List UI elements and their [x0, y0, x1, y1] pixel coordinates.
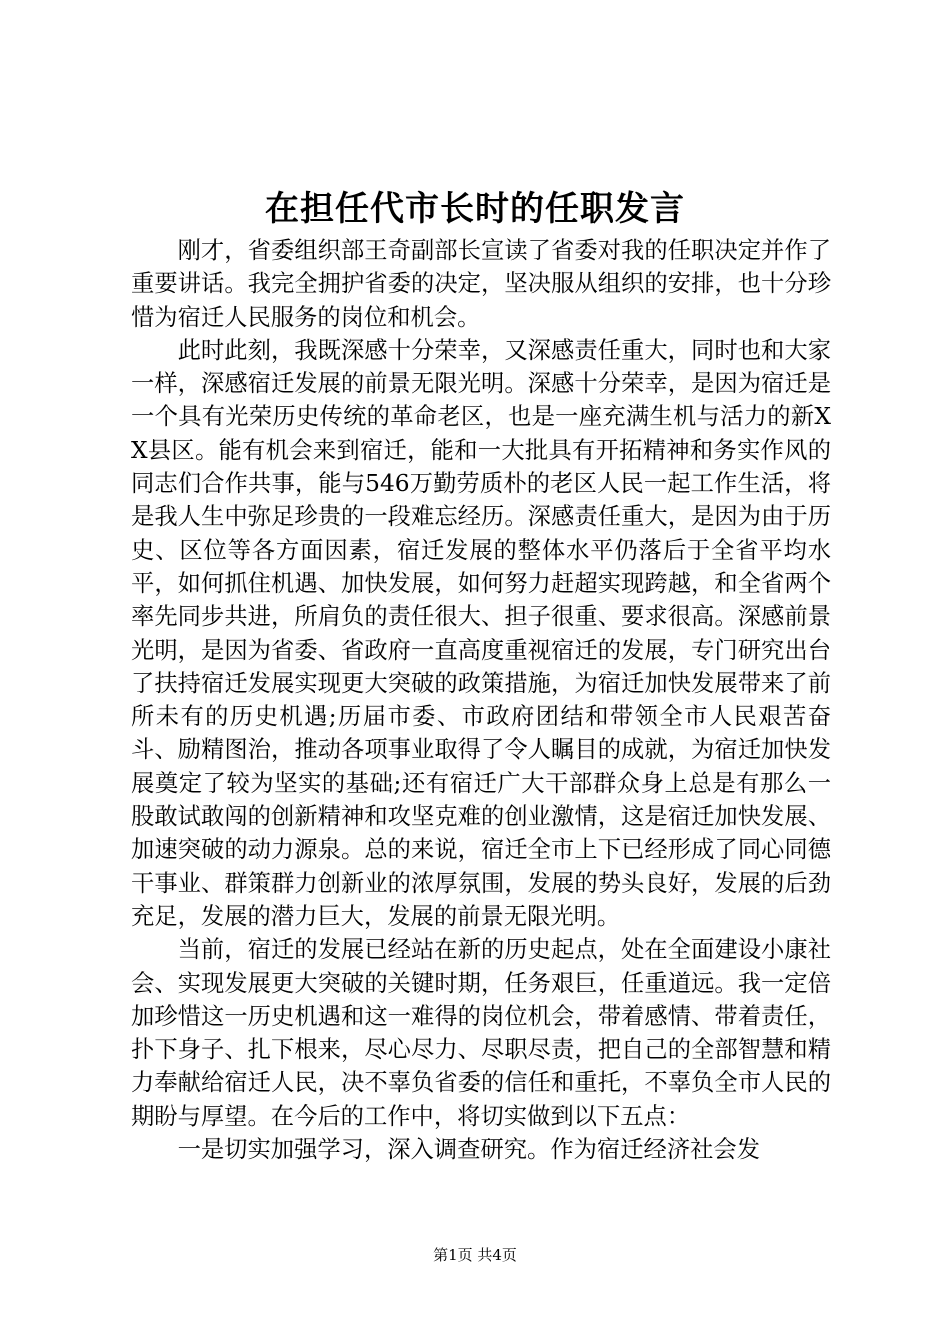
paragraph-2: 此时此刻，我既深感十分荣幸，又深感责任重大，同时也和大家一样，深感宿迁发展的前景无限光明。深感十分荣幸，是因为宿迁是一个具有光荣历史传统的革命老区，也是一座充满生机与活力的新XX县区。能有机会来到宿迁，能和一大批具有开拓精神和务实作风的同志们合作共事，能与546万勤劳质朴的老区人民一起工作生活，将是我人生中弥足珍贵的一段难忘经历。深感责任重大，是因为由于历史、区位等各方面因素，宿迁发展的整体水平仍落后于全省平均水平，如何抓住机遇、加快发展，如何努力赶超实现跨越，和全省两个率先同步共进，所肩负的责任很大、担子很重、要求很高。深感前景光明，是因为省委、省政府一直高度重视宿迁的发展，专门研究出台了扶持宿迁发展实现更大突破的政策措施，为宿迁加快发展带来了前所未有的历史机遇;历届市委、市政府团结和带领全市人民艰苦奋斗、励精图治，推动各项事业取得了令人瞩目的成就，为宿迁加快发展奠定了较为坚实的基础;还有宿迁广大干部群众身上总是有那么一股敢试敢闯的创新精神和攻坚克难的创业激情，这是宿迁加快发展、加速突破的动力源泉。总的来说，宿迁全市上下已经形成了同心同德干事业、群策群力创新业的浓厚氛围，发展的势头良好，发展的后劲充足，发展的潜力巨大，发展的前景无限光明。 — [131, 336, 831, 930]
paragraph-1: 刚才，省委组织部王奇副部长宣读了省委对我的任职决定并作了重要讲话。我完全拥护省委的决定，坚决服从组织的安排，也十分珍惜为宿迁人民服务的岗位和机会。 — [131, 237, 831, 331]
page-footer: 第1页 共4页 — [433, 1246, 517, 1264]
paragraph-4: 一是切实加强学习，深入调查研究。作为宿迁经济社会发 — [177, 1136, 761, 1164]
document-title: 在担任代市长时的任职发言 — [265, 189, 685, 229]
paragraph-3: 当前，宿迁的发展已经站在新的历史起点，处在全面建设小康社会、实现发展更大突破的关键时期，任务艰巨，任重道远。我一定倍加珍惜这一历史机遇和这一难得的岗位机会，带着感情、带着责任，扑下身子、扎下根来，尽心尽力、尽职尽责，把自己的全部智慧和精力奉献给宿迁人民，决不辜负省委的信任和重托，不辜负全市人民的期盼与厚望。在今后的工作中，将切实做到以下五点： — [131, 936, 831, 1130]
document-body — [131, 234, 831, 1166]
